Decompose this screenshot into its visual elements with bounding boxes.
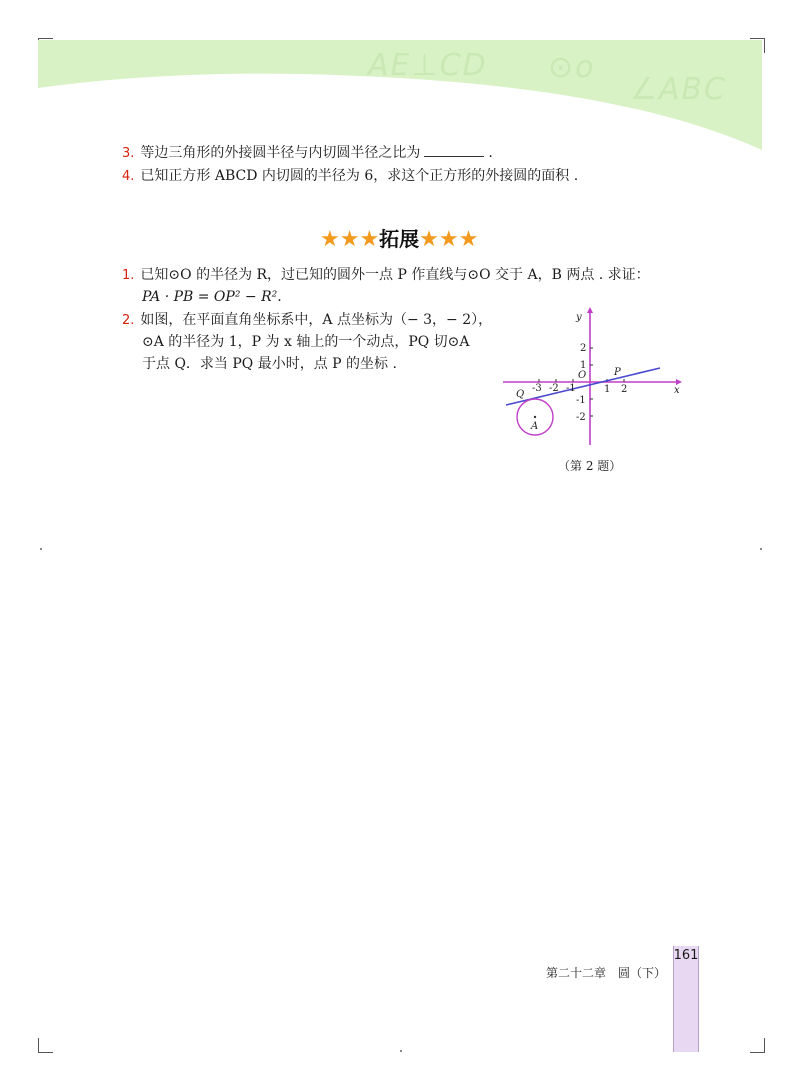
coordinate-figure — [498, 305, 683, 450]
watermark-circle: ⊙o — [548, 50, 596, 85]
center-a-point — [534, 416, 536, 418]
answer-blank — [424, 144, 484, 157]
x-tick-label: -1 — [566, 383, 576, 394]
margin-dot — [40, 548, 42, 550]
problem-number: 2. — [122, 313, 135, 328]
margin-dot — [400, 1050, 402, 1052]
chapter-footer: 第二十二章 圆（下） — [546, 966, 667, 980]
problem-2-line-2: ⊙A 的半径为 1，P 为 x 轴上的一个动点，PQ 切⊙A — [142, 334, 470, 350]
problem-2-line-1: 2. 如图，在平面直角坐标系中，A 点坐标为（− 3，− 2）， — [122, 312, 493, 328]
crop-mark-bottom-left — [38, 1038, 53, 1053]
problem-number: 1. — [122, 268, 135, 283]
x-tick-label: 2 — [621, 384, 628, 395]
problem-1-line-2: PA · PB = OP² − R². — [142, 289, 282, 305]
x-tick-label: -2 — [549, 383, 559, 394]
watermark-perpendicular: AE⊥CD — [368, 48, 488, 83]
figure-caption: （第 2 题） — [558, 459, 622, 473]
problem-1-line-1: 1. 已知⊙O 的半径为 R，过已知的圆外一点 P 作直线与⊙O 交于 A，B 两点 . 求证： — [122, 267, 650, 283]
y-tick-label: 2 — [580, 343, 587, 354]
x-axis-label: x — [674, 385, 680, 396]
section-title: ★★★拓展★★★ — [320, 227, 479, 252]
point-a-label: A — [531, 421, 539, 432]
crop-mark-bottom-right — [750, 1038, 765, 1053]
x-tick-label: 1 — [604, 384, 611, 395]
exercise-number: 3. — [122, 146, 135, 161]
exercise-number: 4. — [122, 169, 135, 184]
x-tick-label: -3 — [532, 383, 542, 394]
origin-label: O — [578, 370, 587, 381]
y-axis-arrow — [587, 307, 593, 313]
y-tick-label: -1 — [576, 395, 586, 406]
stars-icon: ★★★ — [320, 227, 380, 252]
page-number: 161 — [673, 948, 699, 963]
exercise-3: 3. 等边三角形的外接圆半径与内切圆半径之比为 . — [122, 145, 493, 161]
exercise-4: 4. 已知正方形 ABCD 内切圆的半径为 6，求这个正方形的外接圆的面积 . — [122, 168, 579, 184]
y-axis-label: y — [576, 312, 582, 323]
y-tick-label: 1 — [580, 360, 587, 371]
point-q-label: Q — [516, 389, 525, 400]
problem-2-line-3: 于点 Q．求当 PQ 最小时，点 P 的坐标 . — [142, 356, 397, 372]
margin-dot — [760, 548, 762, 550]
y-tick-label: -2 — [576, 412, 586, 423]
watermark-angle: ∠ABC — [630, 72, 727, 107]
point-p-label: P — [614, 367, 621, 378]
stars-icon: ★★★ — [419, 227, 479, 252]
